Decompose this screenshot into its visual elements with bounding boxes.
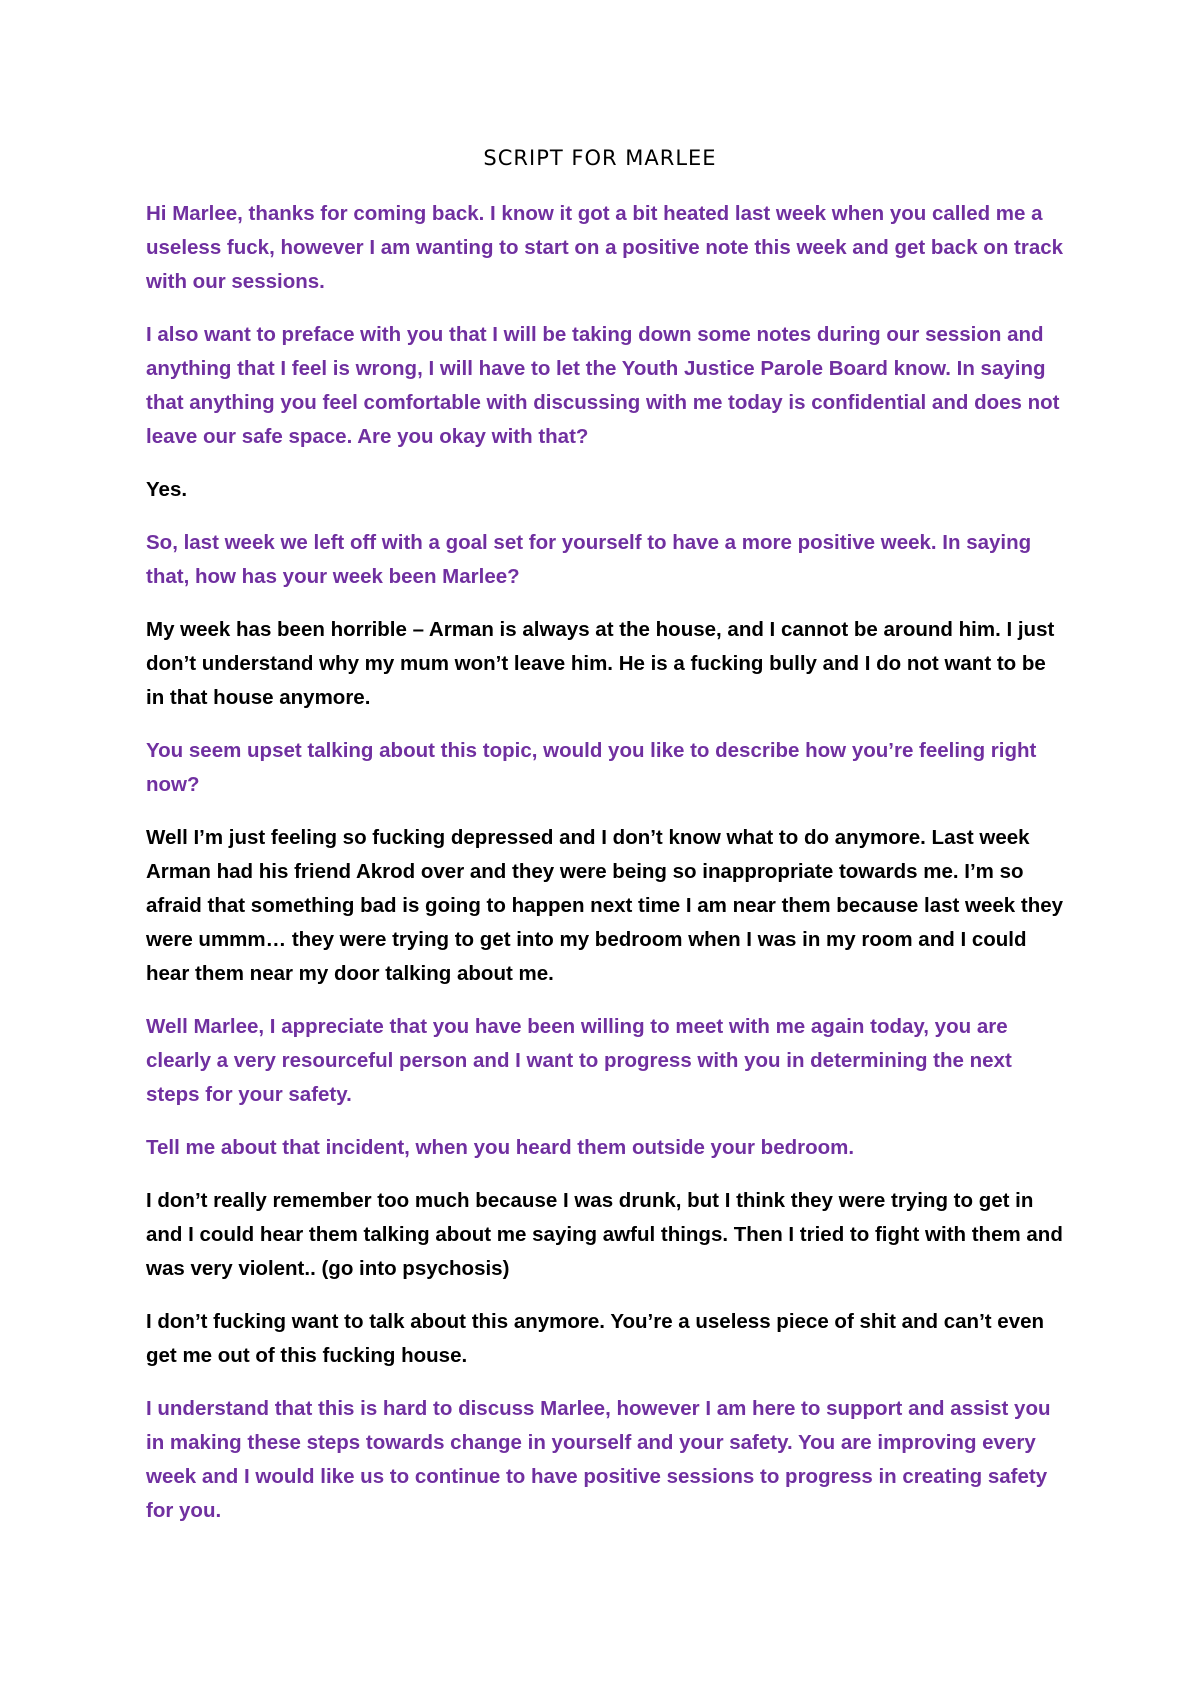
counsellor-paragraph: You seem upset talking about this topic, would you like to describe how you’re feeling right now? bbox=[146, 739, 1037, 796]
client-paragraph: I don’t fucking want to talk about this anymore. You’re a useless piece of shit and can’t even get me out of this fucking house. bbox=[146, 1310, 1045, 1367]
client-paragraph: My week has been horrible – Arman is always at the house, and I cannot be around him. I just don’t understand why my mum won’t leave him. He is a fucking bully and I do not want to be in that house anymore. bbox=[146, 618, 1055, 709]
counsellor-paragraph: Tell me about that incident, when you heard them outside your bedroom. bbox=[146, 1136, 855, 1159]
client-paragraph: Yes. bbox=[146, 478, 188, 501]
counsellor-paragraph: I understand that this is hard to discuss Marlee, however I am here to support and assist you in making these steps towards change in yourself and your safety. You are improving every week and I would like us to continue to have positive sessions to progress in creating safety for you. bbox=[146, 1397, 1051, 1522]
counsellor-paragraph: I also want to preface with you that I will be taking down some notes during our session and anything that I feel is wrong, I will have to let the Youth Justice Parole Board know. In saying that anything you feel comfortable with discussing with me today is confidential and does not leave our safe space. Are you okay with that? bbox=[146, 323, 1060, 448]
client-paragraph: I don’t really remember too much because I was drunk, but I think they were trying to get in and I could hear them talking about me saying awful things. Then I tried to fight with them and was very violent.. (go into psychosis) bbox=[146, 1189, 1063, 1280]
counsellor-paragraph: So, last week we left off with a goal set for yourself to have a more positive week. In saying that, how has your week been Marlee? bbox=[146, 531, 1032, 588]
document-title: SCRIPT FOR MARLEE bbox=[483, 146, 717, 170]
counsellor-paragraph: Well Marlee, I appreciate that you have been willing to meet with me again today, you are clearly a very resourceful person and I want to progress with you in determining the next steps for your safety. bbox=[146, 1015, 1012, 1106]
script-body bbox=[146, 197, 1066, 1547]
client-paragraph: Well I’m just feeling so fucking depressed and I don’t know what to do anymore. Last week Arman had his friend Akrod over and they were being so inappropriate towards me. I’m so afraid that something bad is going to happen next time I am near them because last week they were ummm… they were trying to get into my bedroom when I was in my room and I could hear them near my door talking about me. bbox=[146, 826, 1064, 985]
counsellor-paragraph: Hi Marlee, thanks for coming back. I know it got a bit heated last week when you called me a useless fuck, however I am wanting to start on a positive note this week and get back on track with our sessions. bbox=[146, 202, 1064, 293]
